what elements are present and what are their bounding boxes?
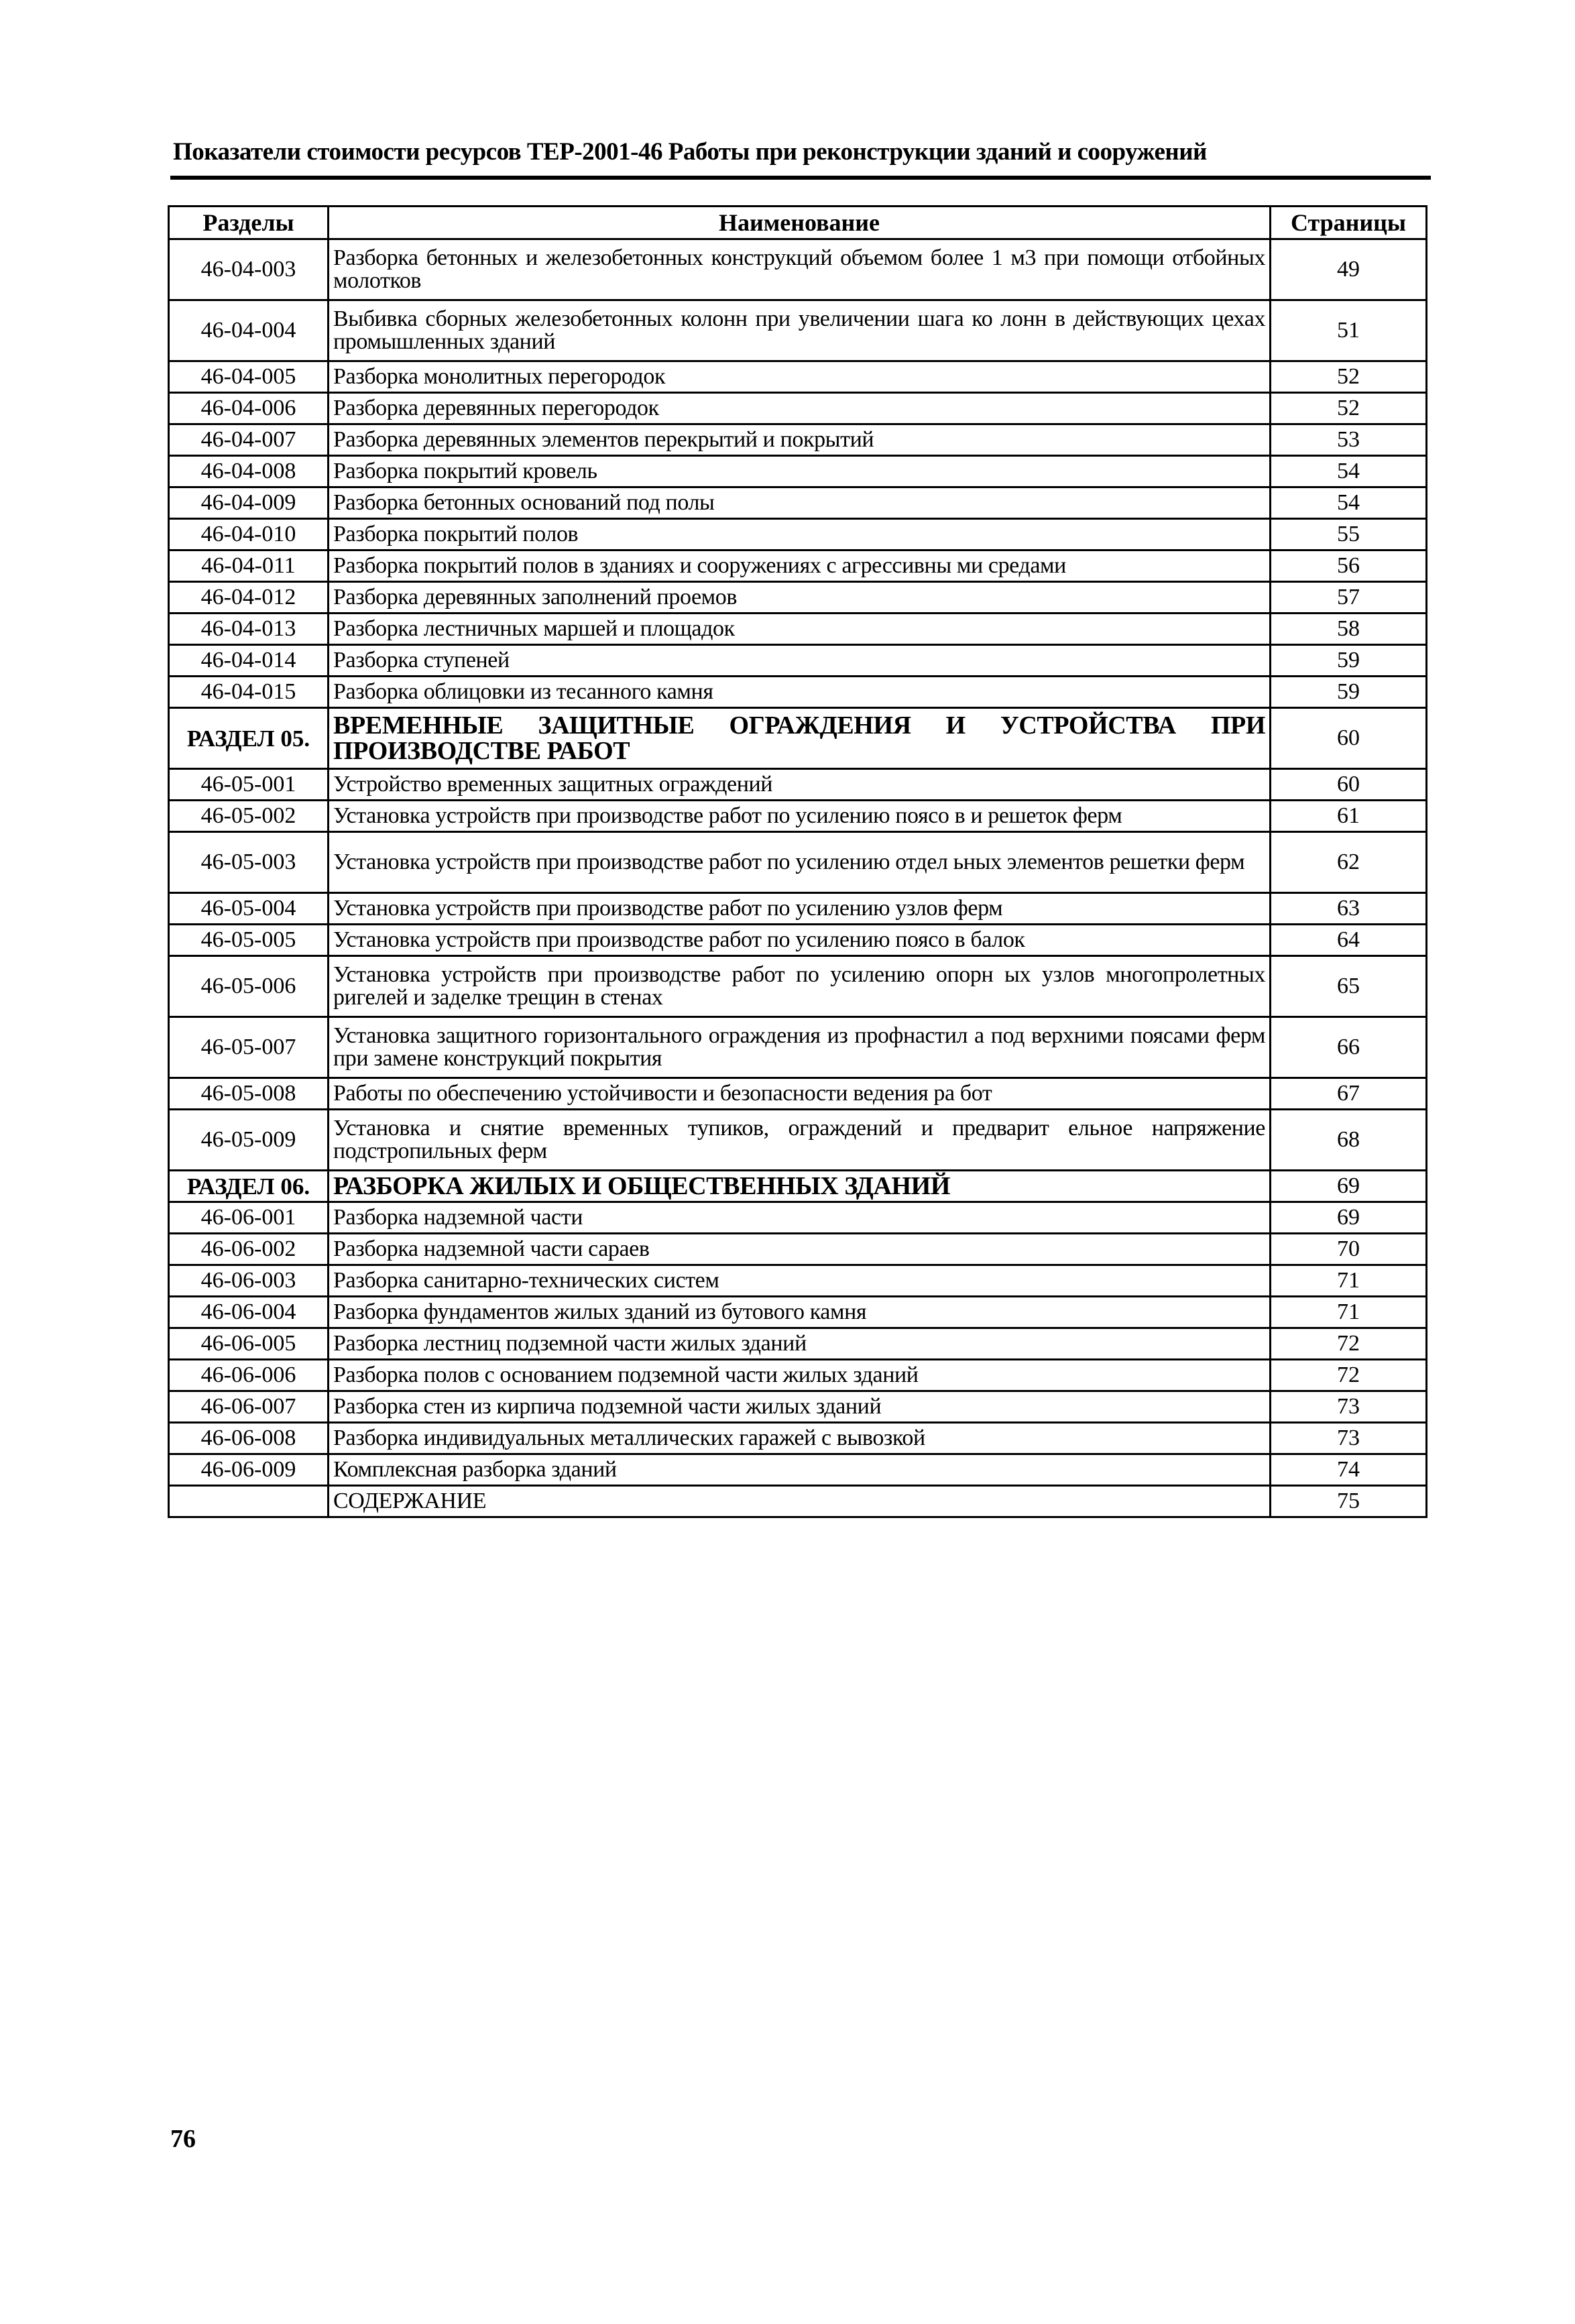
row-page: 52 [1271, 361, 1427, 393]
table-row [169, 1078, 1427, 1110]
table-row [169, 239, 1427, 300]
row-page: 59 [1271, 677, 1427, 708]
row-name: Установка устройств при производстве работ по усилению отдел ьных элементов решетки ферм [329, 832, 1271, 893]
row-page: 70 [1271, 1234, 1427, 1265]
row-code: 46-04-010 [169, 519, 329, 550]
row-page: 58 [1271, 614, 1427, 645]
table-row [169, 1328, 1427, 1360]
table-row [169, 424, 1427, 456]
row-name: Разборка лестничных маршей и площадок [329, 614, 1271, 645]
row-page: 64 [1271, 925, 1427, 956]
row-page: 61 [1271, 801, 1427, 832]
row-name: Разборка стен из кирпича подземной части жилых зданий [329, 1391, 1271, 1423]
table-row [169, 1297, 1427, 1328]
row-page: 72 [1271, 1328, 1427, 1360]
row-code: РАЗДЕЛ 05. [169, 708, 329, 769]
row-code: 46-04-012 [169, 582, 329, 614]
row-code: 46-04-008 [169, 456, 329, 487]
table-row [169, 393, 1427, 424]
row-page: 75 [1271, 1486, 1427, 1517]
table-row [169, 614, 1427, 645]
table-row [169, 1454, 1427, 1486]
row-code: 46-05-007 [169, 1017, 329, 1078]
row-code: 46-05-002 [169, 801, 329, 832]
column-header-section: Разделы [169, 207, 329, 239]
table-row [169, 1360, 1427, 1391]
row-name: Установка устройств при производстве работ по усилению узлов ферм [329, 893, 1271, 925]
row-code: РАЗДЕЛ 06. [169, 1171, 329, 1202]
row-name: Разборка бетонных оснований под полы [329, 487, 1271, 519]
row-name: РАЗБОРКА ЖИЛЫХ И ОБЩЕСТВЕННЫХ ЗДАНИЙ [329, 1171, 1271, 1202]
page-number: 76 [170, 2125, 196, 2153]
row-code: 46-04-014 [169, 645, 329, 677]
row-page: 73 [1271, 1391, 1427, 1423]
row-code: 46-06-009 [169, 1454, 329, 1486]
row-page: 62 [1271, 832, 1427, 893]
row-page: 56 [1271, 550, 1427, 582]
row-page: 74 [1271, 1454, 1427, 1486]
row-name: Работы по обеспечению устойчивости и безопасности ведения ра бот [329, 1078, 1271, 1110]
row-name: Установка устройств при производстве работ по усилению поясо в балок [329, 925, 1271, 956]
table-row [169, 487, 1427, 519]
row-name: Разборка деревянных заполнений проемов [329, 582, 1271, 614]
row-code: 46-04-005 [169, 361, 329, 393]
row-code: 46-06-006 [169, 1360, 329, 1391]
table-row [169, 1486, 1427, 1517]
row-code: 46-04-003 [169, 239, 329, 300]
table-row [169, 550, 1427, 582]
row-name: Разборка облицовки из тесанного камня [329, 677, 1271, 708]
running-header: Показатели стоимости ресурсов ТЕР-2001-46 Работы при реконструкции зданий и сооружений [173, 138, 1207, 166]
table-row [169, 1017, 1427, 1078]
table-row [169, 801, 1427, 832]
row-name: Разборка покрытий полов в зданиях и сооружениях с агрессивны ми средами [329, 550, 1271, 582]
row-code: 46-05-009 [169, 1110, 329, 1171]
row-name: Разборка покрытий кровель [329, 456, 1271, 487]
row-page: 59 [1271, 645, 1427, 677]
row-code: 46-04-009 [169, 487, 329, 519]
row-page: 68 [1271, 1110, 1427, 1171]
row-code: 46-06-005 [169, 1328, 329, 1360]
row-code: 46-04-007 [169, 424, 329, 456]
header-rule [170, 176, 1431, 180]
row-page: 67 [1271, 1078, 1427, 1110]
row-name: Установка и снятие временных тупиков, ограждений и предварит ельное напряжение подстропильных ферм [329, 1110, 1271, 1171]
table-row [169, 677, 1427, 708]
row-name: Разборка фундаментов жилых зданий из бутового камня [329, 1297, 1271, 1328]
table-row [169, 456, 1427, 487]
row-page: 52 [1271, 393, 1427, 424]
row-page: 72 [1271, 1360, 1427, 1391]
row-name: Установка устройств при производстве работ по усилению опорн ых узлов многопролетных ригелей и заделке трещин в стенах [329, 956, 1271, 1017]
row-name: Разборка надземной части [329, 1202, 1271, 1234]
row-page: 69 [1271, 1171, 1427, 1202]
table-body [169, 239, 1427, 1517]
table-row [169, 925, 1427, 956]
row-code: 46-06-004 [169, 1297, 329, 1328]
table-row [169, 1110, 1427, 1171]
table-row [169, 1391, 1427, 1423]
row-page: 57 [1271, 582, 1427, 614]
row-name: Установка устройств при производстве работ по усилению поясо в и решеток ферм [329, 801, 1271, 832]
table-row [169, 1234, 1427, 1265]
section-row [169, 1171, 1427, 1202]
table-row [169, 832, 1427, 893]
table-row [169, 582, 1427, 614]
row-page: 53 [1271, 424, 1427, 456]
column-header-pages: Страницы [1271, 207, 1427, 239]
table-row [169, 645, 1427, 677]
row-code: 46-04-011 [169, 550, 329, 582]
row-name: Разборка деревянных перегородок [329, 393, 1271, 424]
table-row [169, 300, 1427, 361]
row-code: 46-05-001 [169, 769, 329, 801]
row-name: Выбивка сборных железобетонных колонн при увеличении шага ко лонн в действующих цехах промышленных зданий [329, 300, 1271, 361]
row-page: 63 [1271, 893, 1427, 925]
table-row [169, 769, 1427, 801]
row-page: 49 [1271, 239, 1427, 300]
table-row [169, 361, 1427, 393]
row-name: Разборка ступеней [329, 645, 1271, 677]
row-code: 46-04-015 [169, 677, 329, 708]
table-row [169, 956, 1427, 1017]
section-row [169, 708, 1427, 769]
row-name: Разборка лестниц подземной части жилых зданий [329, 1328, 1271, 1360]
row-name: Разборка монолитных перегородок [329, 361, 1271, 393]
row-page: 60 [1271, 708, 1427, 769]
row-code: 46-06-003 [169, 1265, 329, 1297]
table-row [169, 1202, 1427, 1234]
row-code: 46-06-001 [169, 1202, 329, 1234]
row-page: 73 [1271, 1423, 1427, 1454]
row-page: 65 [1271, 956, 1427, 1017]
row-page: 55 [1271, 519, 1427, 550]
row-name: СОДЕРЖАНИЕ [329, 1486, 1271, 1517]
row-code: 46-05-006 [169, 956, 329, 1017]
column-header-name: Наименование [329, 207, 1271, 239]
table-header-row [169, 207, 1427, 239]
row-code: 46-06-007 [169, 1391, 329, 1423]
row-name: Разборка полов с основанием подземной части жилых зданий [329, 1360, 1271, 1391]
row-page: 60 [1271, 769, 1427, 801]
row-code: 46-04-004 [169, 300, 329, 361]
row-name: Комплексная разборка зданий [329, 1454, 1271, 1486]
row-code: 46-04-013 [169, 614, 329, 645]
row-page: 66 [1271, 1017, 1427, 1078]
row-name: Разборка надземной части сараев [329, 1234, 1271, 1265]
row-name: Разборка индивидуальных металлических гаражей с вывозкой [329, 1423, 1271, 1454]
row-name: Разборка санитарно-технических систем [329, 1265, 1271, 1297]
row-page: 71 [1271, 1297, 1427, 1328]
row-name: Разборка деревянных элементов перекрытий и покрытий [329, 424, 1271, 456]
row-code [169, 1486, 329, 1517]
row-page: 69 [1271, 1202, 1427, 1234]
contents-table [168, 205, 1427, 1518]
row-name: Установка защитного горизонтального ограждения из профнастил а под верхними поясами ферм при замене конструкций покрытия [329, 1017, 1271, 1078]
row-name: ВРЕМЕННЫЕ ЗАЩИТНЫЕ ОГРАЖДЕНИЯ И УСТРОЙСТВА ПРИ ПРОИЗВОДСТВЕ РАБОТ [329, 708, 1271, 769]
table-row [169, 893, 1427, 925]
row-code: 46-05-008 [169, 1078, 329, 1110]
row-code: 46-06-008 [169, 1423, 329, 1454]
table-row [169, 519, 1427, 550]
row-page: 54 [1271, 487, 1427, 519]
row-code: 46-04-006 [169, 393, 329, 424]
table-row [169, 1265, 1427, 1297]
row-page: 51 [1271, 300, 1427, 361]
row-code: 46-05-005 [169, 925, 329, 956]
row-name: Разборка бетонных и железобетонных конструкций объемом более 1 м3 при помощи отбойных молотков [329, 239, 1271, 300]
row-name: Устройство временных защитных ограждений [329, 769, 1271, 801]
table-row [169, 1423, 1427, 1454]
row-code: 46-06-002 [169, 1234, 329, 1265]
row-name: Разборка покрытий полов [329, 519, 1271, 550]
row-page: 54 [1271, 456, 1427, 487]
row-code: 46-05-003 [169, 832, 329, 893]
row-page: 71 [1271, 1265, 1427, 1297]
row-code: 46-05-004 [169, 893, 329, 925]
